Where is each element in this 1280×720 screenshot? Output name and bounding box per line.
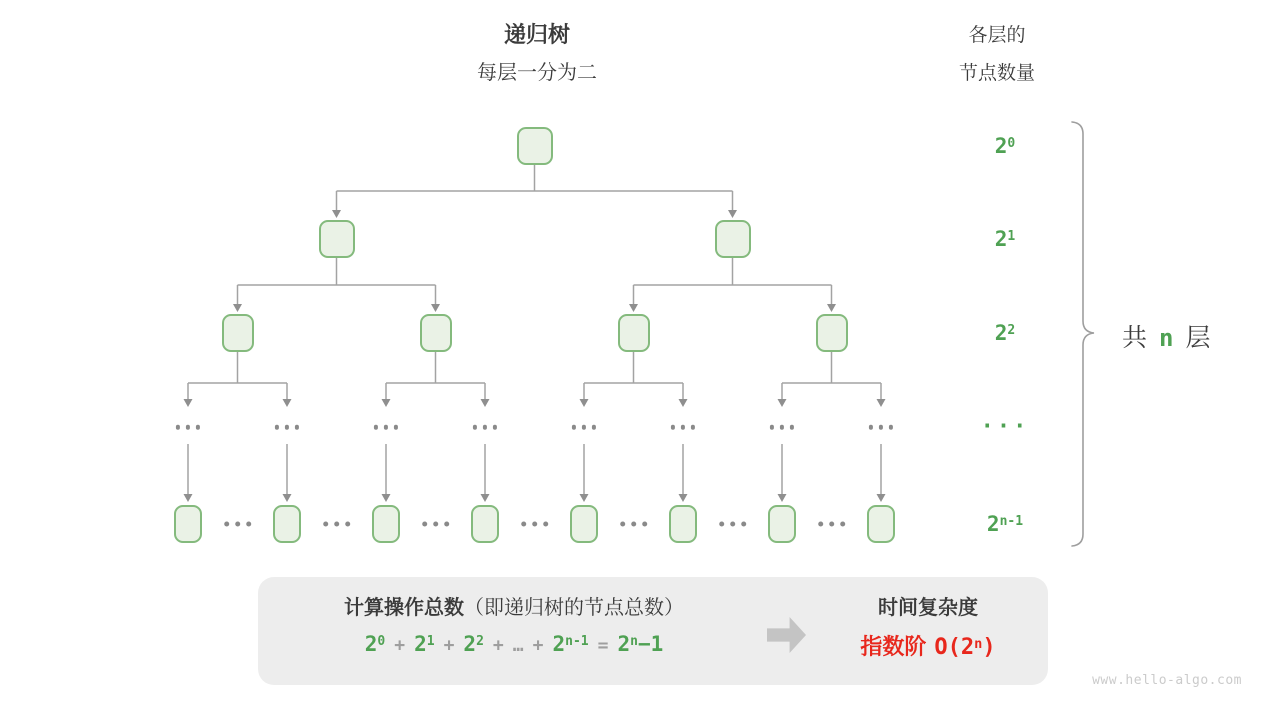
result-value: [820, 630, 1036, 661]
down-arrowhead-icon: [481, 399, 490, 407]
down-arrowhead-icon: [184, 494, 193, 502]
down-arrowhead-icon: [481, 494, 490, 502]
calc-heading: [276, 591, 752, 620]
ellipsis-dots: [470, 425, 500, 430]
tree-node: [372, 505, 400, 543]
diagram-title: 递归树: [503, 22, 571, 47]
brace-label-n: n: [1159, 324, 1174, 352]
brace-icon: [1072, 122, 1094, 546]
ellipsis-dots: [815, 522, 849, 527]
down-arrowhead-icon: [431, 304, 440, 312]
tree-node: [273, 505, 301, 543]
result-value-formula: [934, 635, 995, 660]
tree-node: [669, 505, 697, 543]
down-arrowhead-icon: [778, 399, 787, 407]
level-count-label: $2^0$: [994, 134, 1016, 158]
down-arrowhead-icon: [184, 399, 193, 407]
ellipsis-dots: [371, 425, 401, 430]
calc-formula: [276, 632, 752, 656]
tree-node: [570, 505, 598, 543]
down-arrowhead-icon: [728, 210, 737, 218]
down-arrowhead-icon: [382, 494, 391, 502]
down-arrowhead-icon: [679, 494, 688, 502]
formula-operator: =: [597, 635, 609, 656]
ellipsis-dots: [716, 522, 750, 527]
ellipsis-dots: [419, 522, 453, 527]
right-arrow-icon: [767, 617, 806, 653]
down-arrowhead-icon: [332, 210, 341, 218]
calc-heading-note: （即递归树的节点总数）: [464, 597, 684, 619]
ellipsis-dots: [221, 522, 255, 527]
result-formula-base: O(2: [934, 635, 975, 660]
down-arrowhead-icon: [679, 399, 688, 407]
ellipsis-dots: [617, 522, 651, 527]
formula-term: 2$^{n-1}$: [552, 632, 589, 656]
ellipsis-dots: [866, 425, 896, 430]
ellipsis-dots: [767, 425, 797, 430]
down-arrowhead-icon: [629, 304, 638, 312]
tree-node: [420, 314, 452, 352]
tree-node: [618, 314, 650, 352]
levels-column-header-line2: 节点数量: [958, 63, 1036, 84]
tree-node: [471, 505, 499, 543]
formula-term: $2^2$: [463, 632, 484, 656]
formula-operator: +: [492, 635, 504, 656]
down-arrowhead-icon: [778, 494, 787, 502]
ellipsis-dots: [320, 522, 354, 527]
tree-node: [517, 127, 553, 165]
diagram-subtitle: 每层一分为二: [477, 62, 597, 84]
brace-label-prefix: 共: [1122, 324, 1148, 352]
formula-operator: +: [394, 635, 406, 656]
tree-node: [319, 220, 355, 258]
level-count-label: $2^1$: [994, 227, 1016, 251]
level-count-label: ···: [980, 414, 1030, 440]
down-arrowhead-icon: [877, 494, 886, 502]
ellipsis-dots: [668, 425, 698, 430]
down-arrowhead-icon: [283, 494, 292, 502]
formula-operator: +: [443, 635, 455, 656]
calc-heading-bold: 计算操作总数: [344, 597, 464, 619]
down-arrowhead-icon: [233, 304, 242, 312]
watermark: www.hello-algo.com: [1092, 673, 1242, 688]
summary-box: [258, 577, 1048, 685]
ellipsis-dots: [272, 425, 302, 430]
down-arrowhead-icon: [877, 399, 886, 407]
result-value-prefix: 指数阶: [860, 634, 927, 659]
levels-column-header-line1: 各层的: [968, 25, 1026, 46]
ellipsis-dots: [569, 425, 599, 430]
tree-node: [222, 314, 254, 352]
down-arrowhead-icon: [580, 494, 589, 502]
tree-node: [867, 505, 895, 543]
result-title: 时间复杂度: [878, 597, 978, 619]
result-section: [820, 577, 1036, 685]
formula-operator: …: [512, 635, 524, 656]
ellipsis-dots: [173, 425, 203, 430]
level-count-label: 2$^{n-1}$: [986, 512, 1024, 536]
calc-section: [276, 577, 752, 685]
formula-term: $2^n-1$: [617, 632, 664, 656]
formula-operator: +: [532, 635, 544, 656]
down-arrowhead-icon: [827, 304, 836, 312]
ellipsis-dots: [518, 522, 552, 527]
level-count-label: $2^2$: [994, 321, 1016, 345]
tree-node: [816, 314, 848, 352]
result-formula-sup: n: [974, 635, 983, 652]
down-arrowhead-icon: [580, 399, 589, 407]
down-arrowhead-icon: [382, 399, 391, 407]
formula-term: $2^0$: [364, 632, 386, 656]
brace-label: [1122, 318, 1210, 354]
down-arrowhead-icon: [283, 399, 292, 407]
tree-node: [174, 505, 202, 543]
brace-label-suffix: 层: [1185, 324, 1211, 352]
formula-term: $2^1$: [414, 632, 435, 656]
tree-node: [768, 505, 796, 543]
tree-node: [715, 220, 751, 258]
result-formula-close: ): [982, 635, 996, 660]
